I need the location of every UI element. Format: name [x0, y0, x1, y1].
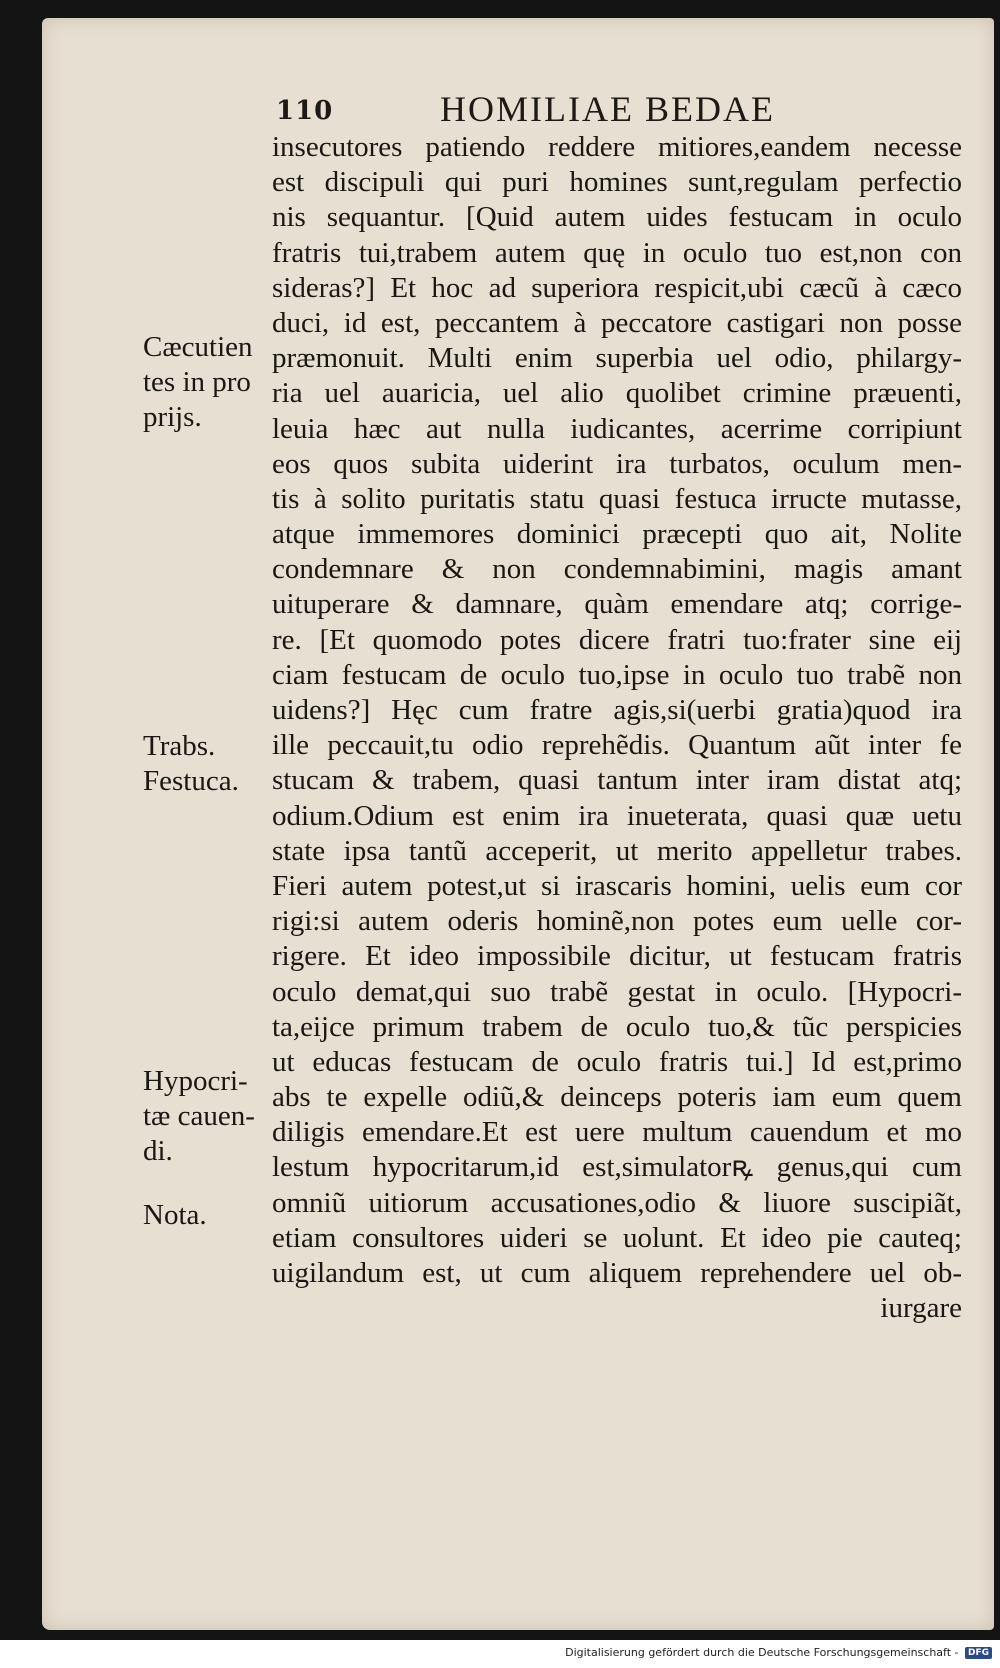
text-line: Fieri autem potest,ut si irascaris homini, uelis eum cor: [272, 869, 962, 902]
text-line: rigi:si autem oderis hominẽ,non potes eum uelle cor-: [272, 905, 962, 938]
text-line: præmonuit. Multi enim superbia uel odio, philargy-: [272, 342, 962, 375]
text-line: ille peccauit,tu odio reprehẽdis. Quantum aũt inter fe: [272, 729, 962, 762]
margin-note-line: Nota.: [143, 1199, 207, 1231]
margin-note-line: Trabs.: [143, 730, 216, 762]
text-line: uidens?] Hęc cum fratre agis,si(uerbi gratia)quod ira: [272, 694, 962, 726]
margin-note-line: Cæcutien: [143, 331, 253, 363]
text-line: re. [Et quomodo potes dicere fratri tuo:frater sine eĳ: [272, 623, 962, 656]
text-line: abs te expelle odiũ,& deinceps poteris iam eum quem: [272, 1081, 962, 1114]
margin-note-line: di.: [143, 1135, 173, 1168]
margin-note-line: tæ cauen-: [143, 1100, 255, 1133]
text-line: fratris tui,trabem autem quę in oculo tuo est,non con: [272, 236, 962, 269]
margin-note-nota: [143, 1198, 271, 1233]
margin-note-line: tes in pro: [143, 366, 251, 399]
text-line: tis à solito puritatis statu quasi festuca irructe mutasse,: [272, 482, 962, 515]
margin-note-caecutientes: [143, 330, 271, 436]
text-line: uigilandum est, ut cum aliquem reprehendere uel ob-: [272, 1257, 962, 1289]
text-line: est discipuli qui puri homines sunt,regulam perfectio: [272, 166, 962, 199]
text-line: nis sequantur. [Quid autem uides festucam in oculo: [272, 201, 962, 234]
text-line: ta,eĳce primum trabem de oculo tuo,& tũc perspicies: [272, 1010, 962, 1043]
footer-text: Digitalisierung gefördert durch die Deutsche Forschungsgemeinschaft -: [565, 1646, 959, 1659]
text-line: condemnare & non condemnabimini, magis amant: [272, 553, 962, 586]
margin-note-line: prĳs.: [143, 401, 202, 434]
dfg-logo-icon: DFG: [965, 1647, 992, 1659]
text-line: eos quos subita uiderint ira turbatos, oculum men-: [272, 447, 962, 480]
margin-note-trabs-festuca: [143, 729, 271, 799]
text-line: omniũ uitiorum accusationes,odio & liuore suscipiãt,: [272, 1186, 962, 1219]
text-line: lestum hypocritarum,id est,simulatorꝶ genus,qui cum: [272, 1151, 962, 1184]
catchword: iurgare: [880, 1292, 962, 1325]
text-line: stucam & trabem, quasi tantum inter iram distat atq;: [272, 764, 962, 797]
text-line: leuia hæc aut nulla iudicantes, acerrime corripiunt: [272, 412, 962, 445]
digitization-footer: [565, 1646, 992, 1659]
text-line: ria uel auaricia, uel alio quolibet crimine præuenti,: [272, 377, 962, 410]
text-line: etiam consultores uideri se uolunt. Et ideo pie cauteq;: [272, 1221, 962, 1254]
text-line: diligis emendare.Et est uere multum cauendum et mo: [272, 1116, 962, 1149]
text-line: duci, id est, peccantem à peccatore castigari non posse: [272, 306, 962, 339]
text-line: insecutores patiendo reddere mitiores,eandem necesse: [272, 131, 962, 163]
text-line: rigere. Et ideo impossibile dicitur, ut festucam fratris: [272, 940, 962, 973]
page-number: 110: [276, 96, 334, 126]
margin-note-hypocritae: [143, 1064, 271, 1170]
text-line: sideras?] Et hoc ad superiora respicit,ubi cæcũ à cæco: [272, 271, 962, 304]
margin-note-line: Hypocri-: [143, 1065, 248, 1097]
body-text: [272, 130, 962, 1326]
text-line: uituperare & damnare, quàm emendare atq; corrige-: [272, 588, 962, 621]
running-head: HOMILIAE BEDAE: [440, 89, 775, 129]
text-line: odium.Odium est enim ira inueterata, quasi quæ uetu: [272, 799, 962, 832]
text-line: state ipsa tantũ acceperit, ut merito appelletur trabes.: [272, 834, 962, 867]
text-line: ut educas festucam de oculo fratris tui.] Id est,primo: [272, 1045, 962, 1078]
text-line: atque immemores dominici præcepti quo ait, Nolite: [272, 518, 962, 551]
margin-note-line: Festuca.: [143, 765, 239, 798]
text-line: oculo demat,qui suo trabẽ gestat in oculo. [Hypocri-: [272, 975, 962, 1008]
text-line: ciam festucam de oculo tuo,ipse in oculo tuo trabẽ non: [272, 658, 962, 691]
